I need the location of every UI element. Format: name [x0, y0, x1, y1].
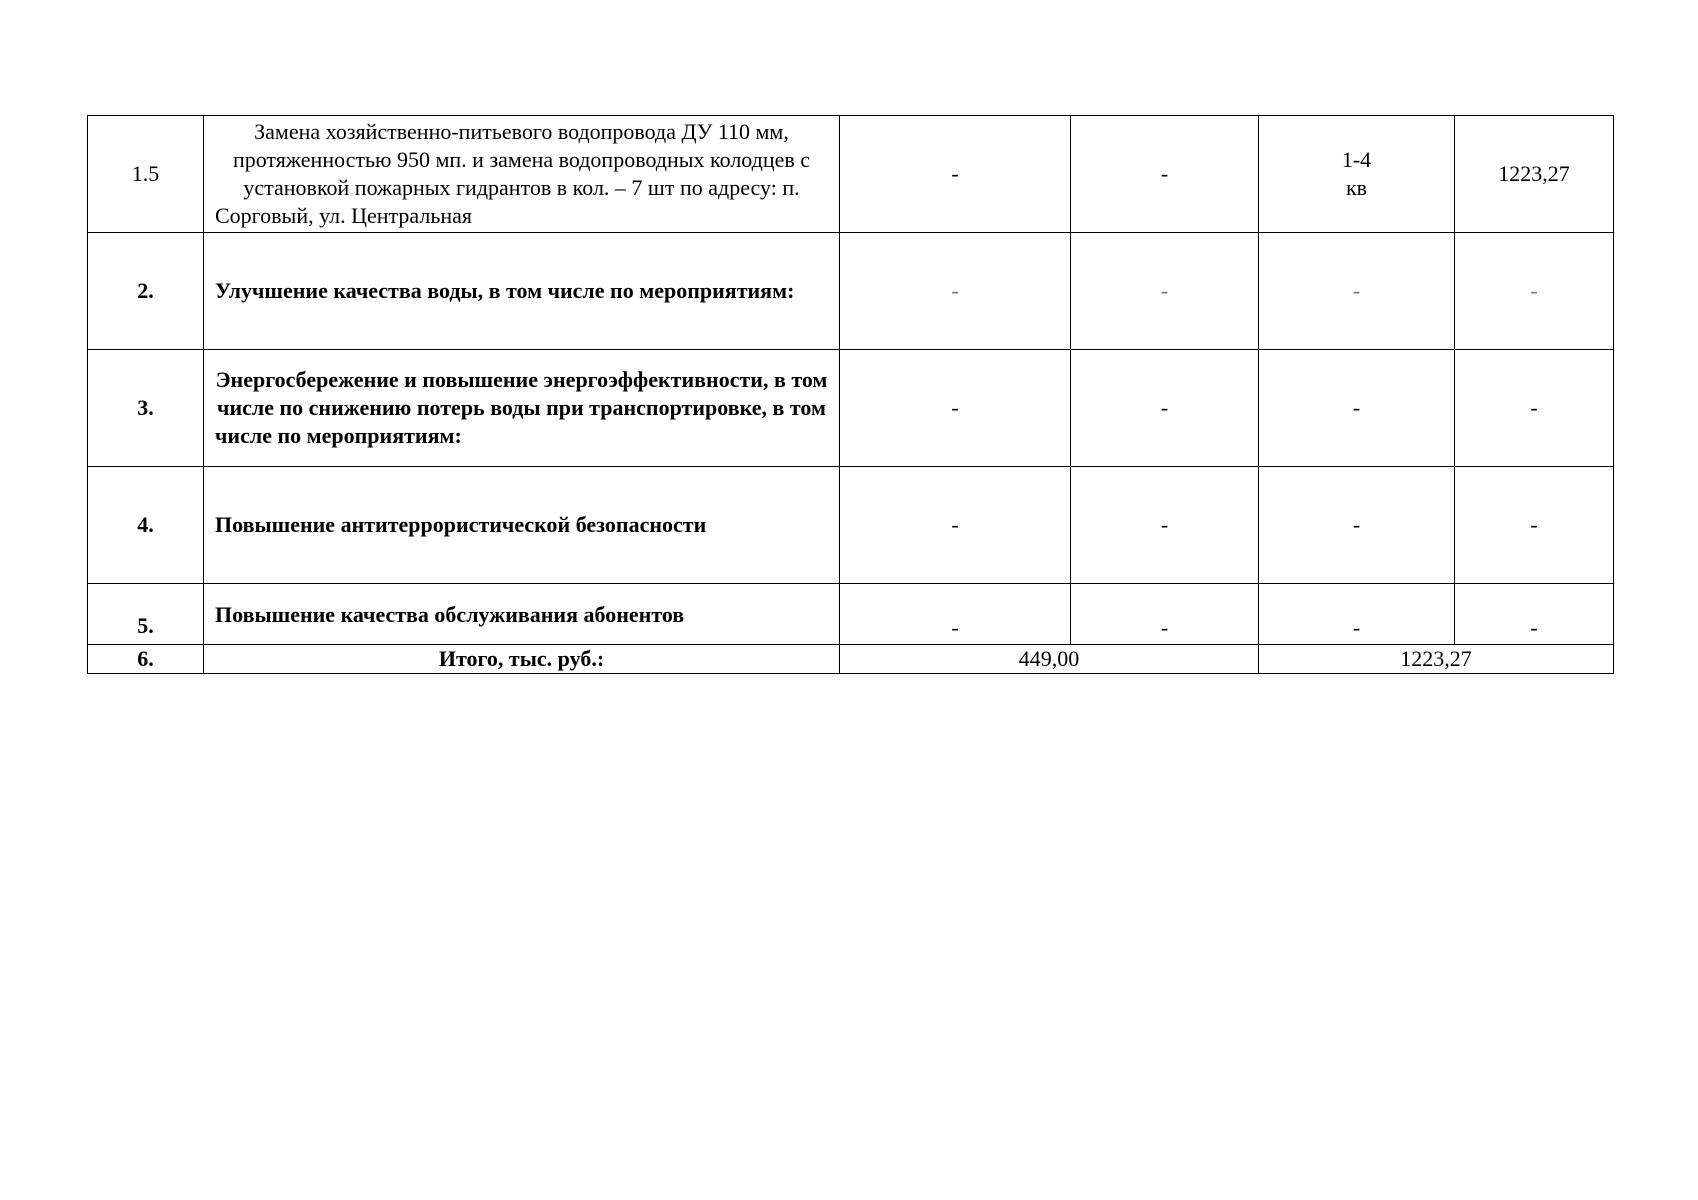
cell-col4: - [1455, 233, 1614, 350]
row-description: Повышение антитеррористической безопасности [204, 467, 840, 584]
row-number: 4. [88, 467, 204, 584]
cell-col3: - [1259, 350, 1455, 467]
total-value-1: 449,00 [840, 645, 1259, 674]
cell-col4: - [1455, 467, 1614, 584]
cell-col1: - [840, 467, 1071, 584]
investment-table [87, 115, 1614, 674]
cell-col4: 1223,27 [1455, 116, 1614, 233]
cell-col2: - [1071, 116, 1259, 233]
total-value-2: 1223,27 [1259, 645, 1614, 674]
cell-col2: - [1071, 233, 1259, 350]
cell-col3-line1: 1-4 [1341, 147, 1372, 172]
table-row [88, 467, 1614, 584]
table-row [88, 350, 1614, 467]
cell-col4: - [1455, 350, 1614, 467]
total-number: 6. [88, 645, 204, 674]
row-description: Замена хозяйственно-питьевого водопровода ДУ 110 мм, протяженностью 950 мп. и замена водопроводных колодцев с установкой пожарных гидрантов в кол. – 7 шт по адресу: п. Сорговый, ул. Центральная [204, 116, 840, 233]
table-row [88, 233, 1614, 350]
table-row [88, 116, 1614, 233]
cell-col3: - [1259, 467, 1455, 584]
cell-col1: - [840, 584, 1071, 645]
row-description: Улучшение качества воды, в том числе по мероприятиям: [204, 233, 840, 350]
row-number: 3. [88, 350, 204, 467]
row-description: Энергосбережение и повышение энергоэффективности, в том числе по снижению потерь воды при транспортировке, в том числе по мероприятиям: [204, 350, 840, 467]
cell-col1: - [840, 233, 1071, 350]
cell-col1: - [840, 350, 1071, 467]
row-number: 5. [88, 584, 204, 645]
cell-col3: - [1259, 584, 1455, 645]
row-number: 1.5 [88, 116, 204, 233]
cell-col2: - [1071, 584, 1259, 645]
cell-col3: - [1259, 233, 1455, 350]
cell-col2: - [1071, 350, 1259, 467]
cell-col3-line2: кв [1345, 175, 1368, 200]
cell-col3 [1259, 116, 1455, 233]
row-description: Повышение качества обслуживания абонентов [204, 584, 840, 645]
cell-col4: - [1455, 584, 1614, 645]
table-row [88, 584, 1614, 645]
total-label: Итого, тыс. руб.: [204, 645, 840, 674]
total-row [88, 645, 1614, 674]
cell-col2: - [1071, 467, 1259, 584]
row-number: 2. [88, 233, 204, 350]
cell-col1: - [840, 116, 1071, 233]
